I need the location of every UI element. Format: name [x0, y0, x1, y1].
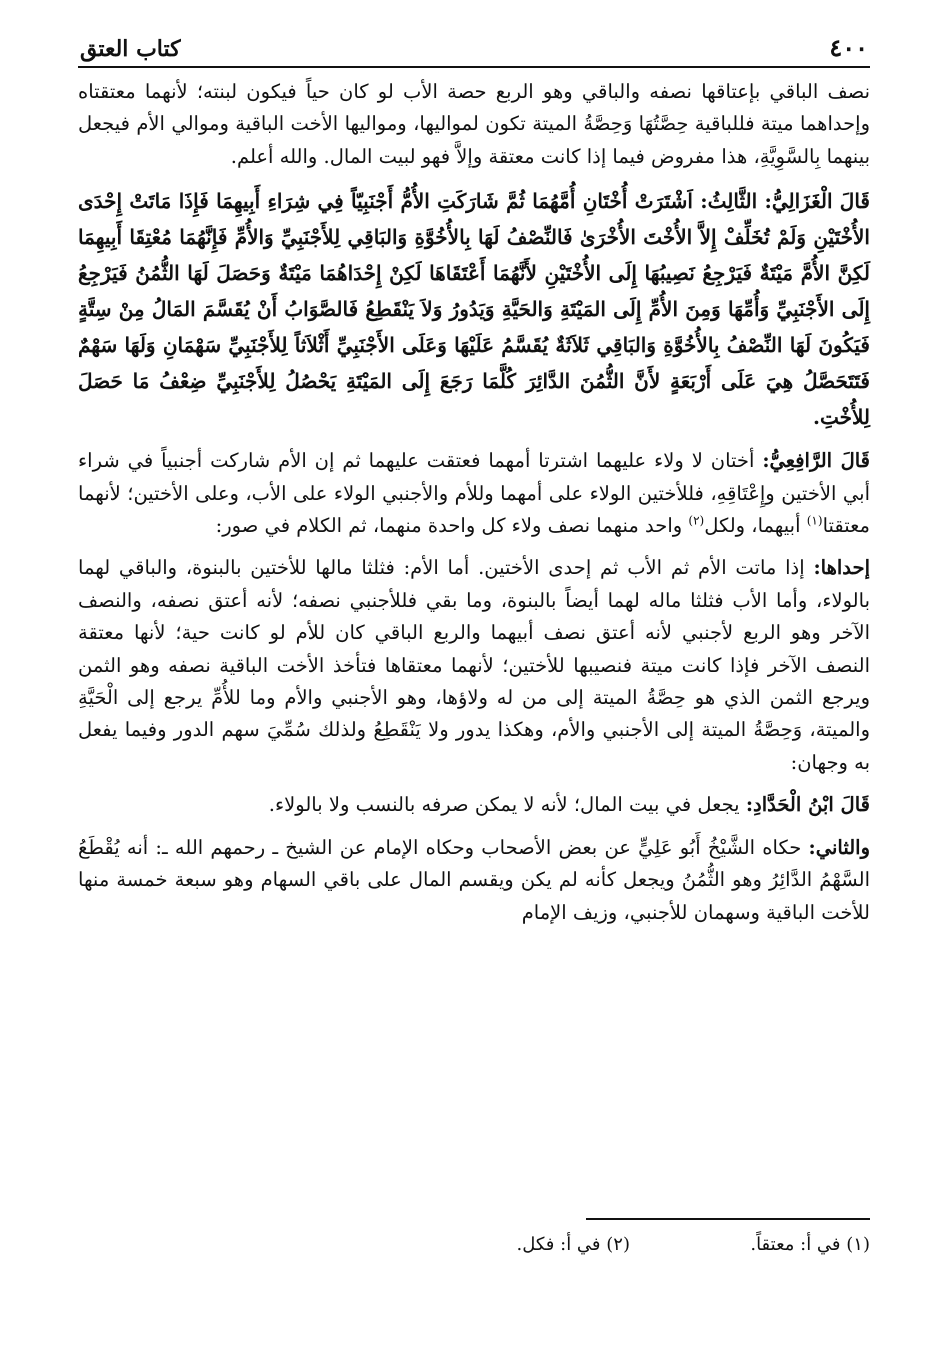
paragraph-rafii: [78, 445, 870, 542]
footnote-text: في أ: فكل.: [516, 1234, 601, 1255]
paragraph-second-view: [78, 832, 870, 929]
paragraph-text: واحد منهما نصف ولاء كل واحدة منهما، ثم الكلام في صور:: [215, 514, 689, 538]
paragraph-text: أختان لا ولاء عليهما اشترتا أمهما فعتقت عليهما ثم إن الأم شاركت أجنبياً في شراء أبي الأختين وإِعْتَاقِهِ، فللأختين الولاء على أمهما وللأم والأجنبي الولاء على الأب، وعلى الأختين؛ لأنهما معتقتا: [78, 449, 870, 538]
paragraph-text: إذا ماتت الأم ثم الأب ثم إحدى الأختين. أما الأم: فثلثا مالها للأختين بالبنوة، والباقي لهما بالولاء، وأما الأب فثلثا ماله لهما أيضاً بالبنوة، وما بقي فللأجنبي نصفه؛ لأنه أعتق نصفه، والنصف الآخر وهو الربع لأجنبي لأنه أعتق نصف أبيهما والربع الباقي كان للأم لو كانت حية؛ لأنها معتقة النصف الآخر فإذا كانت ميتة فنصيبها للأختين؛ لأنهما معتقاها فتأخذ الأخت الباقية نصفه وهو الثمن ويرجع الثمن الذي هو حِصَّةُ الميتة إلى من له ولاؤها، وهو الأجنبي والأم وما للأُمِّ يرجع إلى الْحَيَّةِ والميتة، وَحِصَّةُ الميتة إلى الأجنبي والأم، وهكذا يدور ولا يَنْقَطِعُ ولذلك سُمِّيَ سهم الدور وفيما يفعل به وجهان:: [78, 556, 870, 774]
section-label: والثاني:: [808, 835, 871, 859]
page-header: [78, 28, 870, 62]
footnote-ref[interactable]: (٢): [688, 513, 705, 528]
paragraph-text: نصف الباقي بإعتاقها نصفه والباقي وهو الربع حصة الأب لو كان حياً فيكون لبنته؛ لأنهما معتقتاه وإحداهما ميتة فللباقية حِصَّتُهَا وَحِصَّةُ الميتة تكون لمواليها، ومواليها الأخت الباقية وموالي الأم فيجعل بينهما بِالسَّوِيَّةِ، هذا مفروض فيما إذا كانت معتقة وإلاَّ فهو لبيت المال. والله أعلم.: [78, 80, 870, 168]
page-number: ٤٠٠: [829, 33, 868, 62]
footnote-text: في أ: معتقاً.: [750, 1234, 841, 1255]
footnote-number: (١): [846, 1234, 870, 1255]
paragraph-continuation: [78, 76, 870, 173]
paragraph-text: أبيهما، ولكل: [704, 514, 807, 538]
footnotes: [78, 1234, 870, 1255]
paragraph-text: الثَّالِثُ: اَشْتَرَتْ أُخْتَانِ أُمَّهُمَا ثُمَّ شَارَكَتِ الأُمُّ أَجْنَبِيّاً فِي شِرَاءِ أَبِيهِمَا فَإِذَا مَاتَتْ إِحْدَى الأُخْتَيْنِ وَلَمْ تُخَلِّفْ إِلاَّ الأُخْتَ الأُخْرَىٰ فَالنِّصْفُ لَهَا بِالأُخُوَّةِ وَالبَاقِي لِلأَجْنَبِيِّ وَالأُمِّ فَإِنَّهُمَا مُعْتِقَا أَبِيهِمَا لَكِنَّ الأُمَّ مَيْتَةٌ فَيَرْجِعُ نَصِيبُهَا إِلَى الأُخْتَيْنِ لأَنَّهُمَا أَعْتَقَاهَا لَكِنْ إِحْدَاهُمَا مَيْتَةٌ وَحَصَلَ لَهَا الثُّمُنُ فَيَرْجِعُ إِلَى الأَجْنَبِيِّ وَأُمِّهَا وَمِنَ الأُمِّ إِلَى المَيْتَةِ وَالحَيَّةِ وَيَدُورُ وَلاَ يَنْقَطِعُ فَالصَّوَابُ أَنْ يُقَسَّمَ المَالُ مِنْ سِتَّةٍ فَيَكُونَ لَهَا النِّصْفُ بِالأُخُوَّةِ وَالبَاقِي ثَلاَثَةٌ يُقَسَّمُ عَلَيْهَا وَعَلَى الأَجْنَبِيِّ أَثْلاَثاً لِلأَجْنَبِيِّ سَهْمَانِ وَلَهَا سَهْمٌ فَتَتَحَصَّلُ هِيَ عَلَى أَرْبَعَةٍ لأَنَّ الثُّمُنَ الدَّائِرَ كُلَّمَا رَجَعَ إِلَى المَيْتَةِ يَحْصُلُ لِلأَجْنَبِيِّ ضِعْفُ مَا حَصَلَ لِلأُخْتِ.: [78, 189, 870, 430]
paragraph-ibn-haddad: [78, 789, 870, 821]
speaker-label: قَالَ الرَّافِعِيُّ:: [762, 449, 871, 473]
book-title: كتاب العتق: [80, 36, 181, 62]
footnote-ref[interactable]: (١): [806, 513, 823, 528]
book-page: [78, 28, 870, 939]
footnote-rule: [586, 1218, 870, 1220]
footnote-number: (٢): [606, 1234, 630, 1255]
paragraph-case-one: [78, 552, 870, 779]
speaker-label: قَالَ الْغَزَالِيُّ:: [764, 189, 870, 214]
footnote-item: [370, 1234, 630, 1255]
header-rule: [78, 66, 870, 68]
paragraph-text: حكاه الشَّيْخُ أَبُو عَلِيٍّ عن بعض الأصحاب وحكاه الإمام عن الشيخ ـ رحمهم الله ـ: أنه يُقْطَعُ السَّهْمُ الدَّائِرُ وهو الثُّمُنُ ويجعل كأنه لم يكن ويقسم المال على باقي السهام وهو سبعة خمسة منها للأخت الباقية وسهمان للأجنبي، وزيف الإمام: [78, 835, 870, 924]
section-label: إحداها:: [813, 556, 871, 580]
speaker-label: قَالَ ابْنُ الْحَدَّادِ:: [745, 793, 870, 817]
footnote-item: [630, 1234, 870, 1255]
paragraph-text: يجعل في بيت المال؛ لأنه لا يمكن صرفه بالنسب ولا بالولاء.: [268, 793, 740, 817]
paragraph-ghazali: [78, 183, 870, 435]
